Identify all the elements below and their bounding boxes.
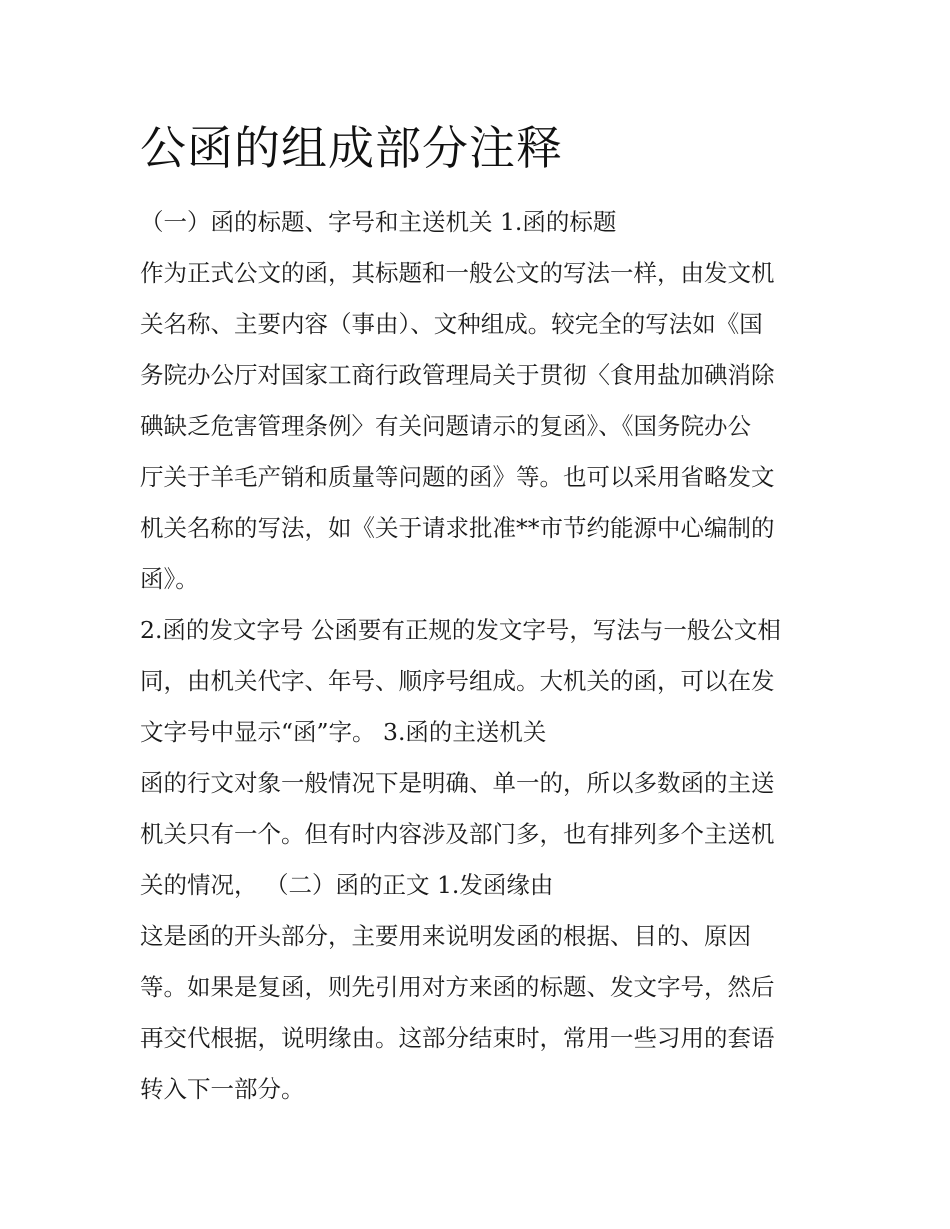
- text-line: 关名称、主要内容（事由）、文种组成。较完全的写法如《国: [140, 310, 763, 338]
- text-line: 函的行文对象一般情况下是明确、单一的，所以多数函的主送: [140, 769, 775, 797]
- text-line: 这是函的开头部分，主要用来说明发函的根据、目的、原因: [140, 922, 751, 950]
- text-line: 再交代根据，说明缘由。这部分结束时，常用一些习用的套语: [140, 1024, 775, 1052]
- text-line: 务院办公厅对国家工商行政管理局关于贯彻〈食用盐加碘消除: [140, 361, 775, 389]
- text-line: 关的情况， （二）函的正文 1.发函缘由: [140, 871, 554, 899]
- text-line: 碘缺乏危害管理条例〉有关问题请示的复函》、《国务院办公: [140, 412, 751, 440]
- text-line: 函》。: [140, 565, 199, 593]
- text-line: 等。如果是复函，则先引用对方来函的标题、发文字号，然后: [140, 973, 775, 1001]
- text-line: 机关名称的写法，如《关于请求批准**市节约能源中心编制的: [140, 514, 775, 542]
- text-line: 转入下一部分。: [140, 1075, 305, 1103]
- text-line: （一）函的标题、字号和主送机关 1.函的标题: [140, 208, 617, 236]
- document-title: 公函的组成部分注释: [140, 121, 563, 175]
- text-line: 2.函的发文字号 公函要有正规的发文字号，写法与一般公文相: [140, 616, 781, 644]
- text-line: 作为正式公文的函，其标题和一般公文的写法一样，由发文机: [140, 259, 775, 287]
- text-line: 厅关于羊毛产销和质量等问题的函》等。也可以采用省略发文: [140, 463, 775, 491]
- text-line: 机关只有一个。但有时内容涉及部门多，也有排列多个主送机: [140, 820, 775, 848]
- text-line: 同，由机关代字、年号、顺序号组成。大机关的函，可以在发: [140, 667, 775, 695]
- text-line: 文字号中显示“函”字。 3.函的主送机关: [140, 718, 547, 746]
